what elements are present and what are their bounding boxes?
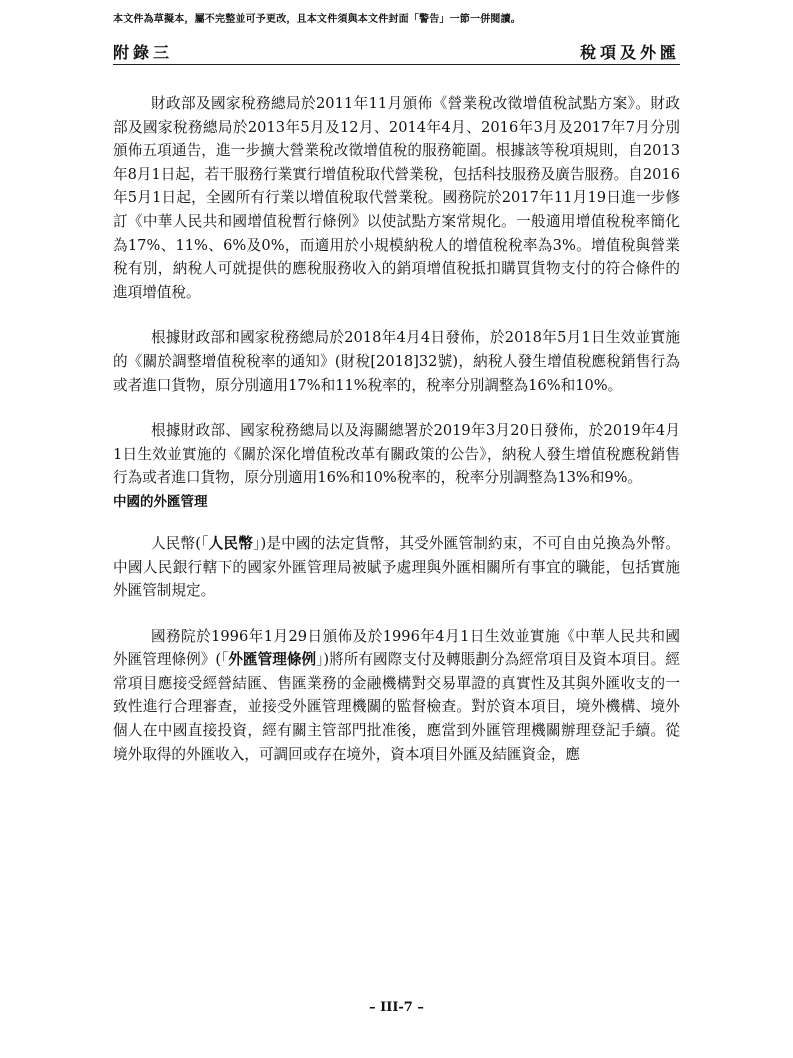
forex-text-end: 」)將所有國際支付及轉賬劃分為經常項目及資本項目。經常項目應接受經營結匯、售匯業務的金融機構對交易單證的真實性及其與外匯收支的一致性進行合理審查，並接受外匯管理機關的監督檢查。對於資本項目，境外機構、境外個人在中國直接投資，經有關主管部門批准後，應當到外匯管理機關辦理登記手續。從境外取得的外匯收入，可調回或存在境外，資本項目外匯及結匯資金，應: [113, 651, 680, 763]
body-content: [113, 92, 680, 766]
section-heading-forex: 中國的外匯管理: [113, 493, 208, 510]
paragraph-forex-regulations: [113, 625, 680, 767]
page-number: – III-7 –: [369, 1000, 424, 1015]
paragraph-vat-rate-2019: 根據財政部、國家稅務總局以及海關總署於2019年3月20日發佈，於2019年4月1日生效並實施的《關於深化增值稅改革有關政策的公告》，納稅人發生增值稅應稅銷售行為或者進口貨物，原分別適用16%和10%稅率的，稅率分別調整為13%和9%。: [113, 422, 680, 487]
forex-text-start: 國務院於1996年1月29日頒佈及於1996年4月1日生效並實施《中華人民共和國外匯管理條例》(「: [113, 627, 680, 669]
paragraph-vat-rate-2018: 根據財政部和國家稅務總局於2018年4月4日發佈，於2018年5月1日生效並實施的《關於調整增值稅稅率的通知》(財稅[2018]32號)，納稅人發生增值稅應稅銷售行為或者進口貨物，原分別適用17%和11%稅率的，稅率分別調整為16%和10%。: [113, 329, 680, 394]
rmb-text-end: 」)是中國的法定貨幣，其受外匯管制約束，不可自由兑換為外幣。中國人民銀行轄下的國家外匯管理局被賦予處理與外匯相關所有事宜的職能，包括實施外匯管制規定。: [113, 534, 680, 600]
paragraph-vat-reform: 財政部及國家稅務總局於2011年11月頒佈《營業稅改徵增值稅試點方案》。財政部及國家稅務總局於2013年5月及12月、2014年4月、2016年3月及2017年7月分別頒佈五項通告，進一步擴大營業稅改徵增值稅的服務範圍。根據該等稅項規則，自2013年8月1日起，若干服務行業實行增值稅取代營業稅，包括科技服務及廣告服務。自2016年5月1日起，全國所有行業以增值稅取代營業稅。國務院於2017年11月19日進一步修訂《中華人民共和國增值稅暫行條例》以使試點方案常規化。一般適用增值稅稅率簡化為17%、11%、6%及0%，而適用於小規模納稅人的增值稅稅率為3%。增值稅與營業稅有別，納稅人可就提供的應稅服務收入的銷項增值稅抵扣購買貨物支付的符合條件的進項增值稅。: [113, 95, 680, 301]
rmb-defined-term: 人民幣: [208, 534, 253, 552]
appendix-label: 附錄三: [113, 43, 174, 62]
forex-defined-term: 外匯管理條例: [228, 651, 317, 669]
page-header: [113, 40, 680, 65]
draft-warning-banner: 本文件為草擬本，屬不完整並可予更改，且本文件須與本文件封面「警告」一節一併閱讀。: [113, 14, 521, 25]
section-title: 稅項及外匯: [579, 43, 680, 62]
rmb-text-start: 人民幣(「: [150, 534, 209, 552]
paragraph-rmb: [113, 532, 680, 603]
